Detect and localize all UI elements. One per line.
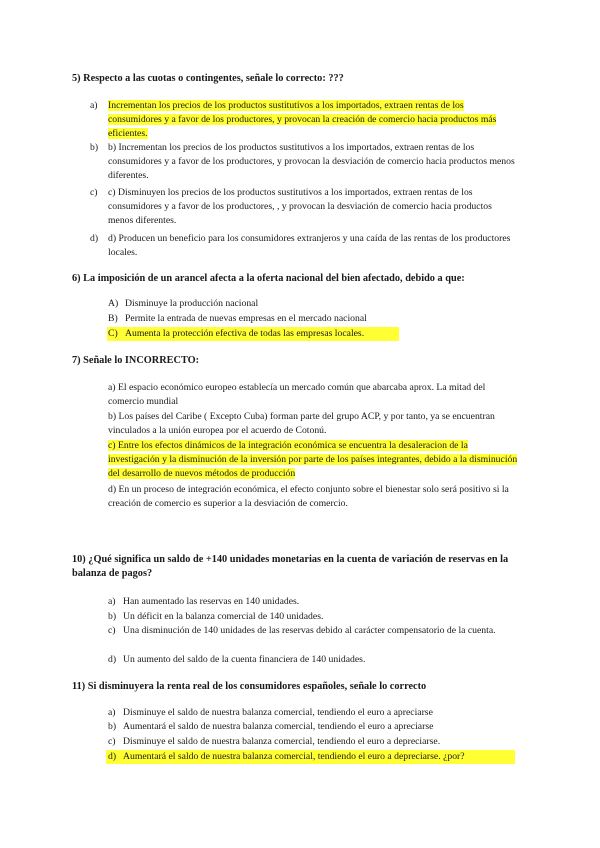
option-text: Aumenta la protección efectiva de todas las empresas locales. bbox=[125, 328, 365, 339]
question-11-option-a bbox=[108, 706, 518, 720]
option-label: d) bbox=[108, 654, 117, 665]
option-label: b) bbox=[108, 721, 117, 732]
option-text: c) Disminuyen los precios de los productos sustitutivos a los importados, extraen rentas de los consumidores y a favor de los productores, , y provocan la desviación de comercio hacia productos menos diferentes. bbox=[108, 187, 492, 226]
question-5-option-a bbox=[90, 99, 518, 141]
question-7-option-d: d) En un proceso de integración económica, el efecto conjunto sobre el bienestar solo será positivo si la creación de comercio es superior a la desviación de comercio. bbox=[108, 484, 509, 509]
question-10-option-c bbox=[108, 624, 518, 638]
option-label: c) bbox=[90, 187, 98, 198]
option-label: A) bbox=[108, 298, 119, 309]
question-7-option-c bbox=[108, 439, 518, 481]
question-11-title: 11) Si disminuyera la renta real de los consumidores españoles, señale lo correcto bbox=[72, 681, 427, 692]
question-10-option-d bbox=[108, 653, 518, 667]
question-6-title: 6) La imposición de un arancel afecta a la oferta nacional del bien afectado, debido a que: bbox=[72, 273, 465, 284]
question-5-option-b bbox=[90, 141, 518, 183]
option-label: c) bbox=[108, 736, 116, 747]
option-text: Un aumento del saldo de la cuenta financiera de 140 unidades. bbox=[123, 654, 366, 665]
question-11-option-d bbox=[106, 750, 515, 764]
option-label: d) bbox=[108, 751, 117, 762]
option-text: c) Entre los efectos dinámicos de la integración económica se encuentra la desaleracion de la investigación y la disminución de la inversión por parte de los países integrantes, debido a la disminución del desarrollo de nuevos métodos de producción bbox=[108, 440, 518, 479]
question-5-option-c bbox=[90, 186, 518, 228]
option-label: b) bbox=[108, 611, 117, 622]
question-5-option-d bbox=[90, 232, 518, 260]
option-text: Disminuye el saldo de nuestra balanza comercial, tendiendo el euro a apreciarse bbox=[123, 707, 433, 718]
question-6-option-c bbox=[107, 327, 399, 341]
question-11-option-b bbox=[108, 720, 518, 734]
question-7-option-b: b) Los países del Caribe ( Excepto Cuba) forman parte del grupo ACP, y por tanto, ya se encuentran vinculados a la unión europea por el acuerdo de Cotonú. bbox=[108, 411, 495, 436]
option-label: C) bbox=[108, 328, 118, 339]
question-6-option-a bbox=[108, 297, 508, 311]
option-text: Permite la entrada de nuevas empresas en el mercado nacional bbox=[125, 313, 367, 324]
question-7-option-a: a) El espacio económico europeo establecía un mercado común que abarcaba aprox. La mitad del comercio mundial bbox=[108, 382, 486, 407]
option-text: Incrementan los precios de los productos sustitutivos a los importados, extraen rentas de los consumidores y a favor de los productores, y provocan la creación de comercio hacia productos más eficientes. bbox=[108, 100, 497, 139]
question-11-option-c bbox=[108, 735, 518, 749]
option-label: a) bbox=[108, 707, 116, 718]
option-label: d) bbox=[90, 233, 99, 244]
question-6-option-b bbox=[108, 312, 508, 326]
question-10-option-b bbox=[108, 610, 518, 624]
option-text: d) Producen un beneficio para los consumidores extranjeros y una caída de las rentas de los productores locales. bbox=[108, 233, 511, 258]
option-label: a) bbox=[108, 596, 116, 607]
option-text: Un déficit en la balanza comercial de 140 unidades. bbox=[123, 611, 324, 622]
option-label: c) bbox=[108, 625, 116, 636]
question-10-option-a bbox=[108, 595, 518, 609]
option-label: B) bbox=[108, 313, 118, 324]
option-text: Han aumentado las reservas en 140 unidades. bbox=[123, 596, 300, 607]
option-text: b) Incrementan los precios de los productos sustitutivos a los importados, extraen rentas de los consumidores y a favor de los productores, y provocan la desviación de comercio hacia productos menos diferentes. bbox=[108, 142, 515, 181]
option-text: Disminuye la producción nacional bbox=[125, 298, 259, 309]
option-text: Aumentará el saldo de nuestra balanza comercial, tendiendo el euro a depreciarse. ¿por? bbox=[123, 751, 465, 762]
option-text: Aumentará el saldo de nuestra balanza comercial, tendiendo el euro a apreciarse bbox=[123, 721, 434, 732]
option-text: Una disminución de 140 unidades de las reservas debido al carácter compensatorio de la cuenta. bbox=[123, 625, 496, 636]
option-text: Disminuye el saldo de nuestra balanza comercial, tendiendo el euro a depreciarse. bbox=[123, 736, 441, 747]
question-7-title: 7) Señale lo INCORRECTO: bbox=[72, 355, 200, 366]
option-label: b) bbox=[90, 142, 99, 153]
question-10-title: 10) ¿Qué significa un saldo de +140 unidades monetarias en la cuenta de variación de reservas en la balanza de pagos? bbox=[72, 554, 509, 579]
option-label: a) bbox=[90, 100, 98, 111]
question-5-title: 5) Respecto a las cuotas o contingentes, señale lo correcto: ??? bbox=[72, 73, 344, 84]
